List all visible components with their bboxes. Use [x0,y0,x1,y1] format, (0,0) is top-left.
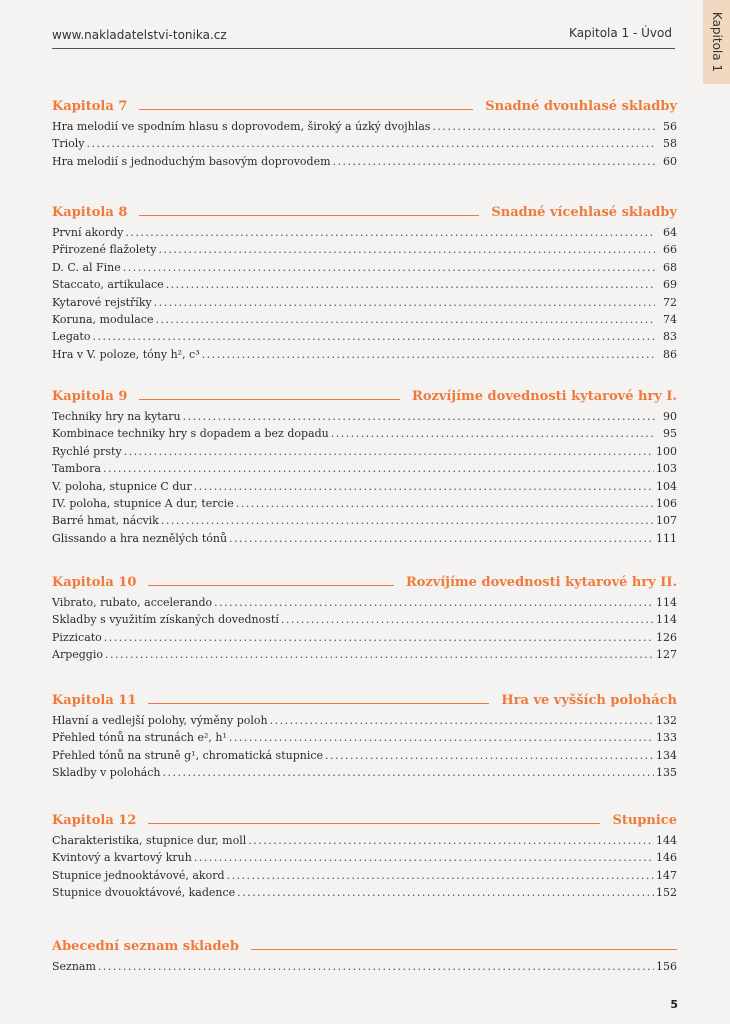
entry-title: Charakteristika, stupnice dur, moll [52,834,247,847]
dot-leader [229,530,654,547]
dot-leader [432,118,655,135]
chapter-section [52,570,677,664]
chapter-section [52,384,677,547]
dot-leader [86,135,655,152]
header-rule [52,48,675,49]
dot-leader [98,958,654,975]
entry-title: Pizzicato [52,630,102,644]
chapter-label: Kapitola 12 [52,813,137,828]
dot-leader [105,646,654,663]
chapter-section [52,200,677,363]
toc-entry [52,594,677,611]
chapter-label: Kapitola 8 [52,205,128,220]
toc-entry [52,729,677,746]
toc-entry [52,443,677,460]
chapter-heading [52,808,677,828]
entry-page-number: 95 [663,427,677,441]
chapter-title: Snadné dvouhlasé skladby [485,99,677,114]
entry-title: IV. poloha, stupnice A dur, tercie [52,496,234,510]
dot-leader [103,460,654,477]
toc-entry [52,408,677,425]
chapter-section [52,688,677,782]
chapter-label: Kapitola 7 [52,99,128,114]
toc-entry [52,611,677,628]
entry-page-number: 60 [663,154,677,168]
entry-page-number: 104 [656,479,677,493]
chapter-label: Kapitola 9 [52,389,128,404]
toc-entry [52,832,677,849]
entry-page-number: 74 [663,312,677,326]
entry-title: Skladby v polohách [52,766,161,780]
chapter-rule [139,399,400,400]
toc-entry [52,311,677,328]
entry-page-number: 133 [656,731,677,745]
toc-entry [52,328,677,345]
entry-page-number: 56 [663,120,677,133]
toc-entry [52,764,677,781]
toc-entry [52,294,677,311]
dot-leader [162,764,654,781]
chapter-rule [251,949,677,950]
entry-title: Hra melodií s jednoduchým basovým doprovodem [52,154,331,168]
entry-title: Skladby s využitím získaných dovedností [52,613,279,627]
dot-leader [161,512,654,529]
dot-leader [248,832,654,849]
toc-entry [52,849,677,866]
toc-entry [52,118,677,135]
chapter-title: Snadné vícehlasé skladby [491,205,677,220]
dot-leader [124,443,654,460]
dot-leader [104,629,654,646]
entry-page-number: 152 [656,886,677,900]
entry-title: Tambora [52,462,101,476]
dot-leader [229,729,654,746]
entry-title: Kvintový a kvartový kruh [52,851,192,865]
side-tab-label: Kapitola 1 [709,11,724,73]
entry-title: Staccato, artikulace [52,278,164,292]
entry-title: Přehled tónů na strunách e², h¹ [52,731,227,745]
dot-leader [236,495,654,512]
entry-title: Přirozené flažolety [52,243,157,257]
entry-page-number: 86 [663,347,677,361]
entry-title: Arpeggio [52,648,103,662]
entry-title: Stupnice jednooktávové, akord [52,868,225,882]
entry-title: Seznam [52,960,96,973]
entry-page-number: 106 [656,496,677,510]
entry-page-number: 68 [663,260,677,274]
chapter-section [52,808,677,902]
dot-leader [325,747,654,764]
entry-page-number: 66 [663,243,677,257]
toc-entry [52,346,677,363]
entry-page-number: 147 [656,868,677,882]
chapter-title: Rozvíjíme dovednosti kytarové hry I. [412,389,677,404]
dot-leader [183,408,655,425]
toc-entry [52,241,677,258]
dot-leader [194,849,654,866]
chapter-heading [52,934,677,954]
dot-leader [202,346,655,363]
entry-page-number: 144 [656,834,677,847]
entry-page-number: 90 [663,410,677,423]
entry-page-number: 72 [663,295,677,309]
toc-entry [52,153,677,170]
entry-page-number: 100 [656,444,677,458]
entry-page-number: 69 [663,278,677,292]
chapter-rule [148,703,489,704]
dot-leader [227,867,655,884]
chapter-title: Stupnice [612,813,677,828]
entry-page-number: 156 [656,960,677,973]
entry-page-number: 126 [656,630,677,644]
entry-page-number: 107 [656,514,677,528]
toc-entry [52,512,677,529]
toc-entry [52,646,677,663]
entry-page-number: 111 [656,531,677,545]
dot-leader [123,259,655,276]
dot-leader [270,712,654,729]
entry-page-number: 127 [656,648,677,662]
chapter-heading [52,94,677,114]
toc-entry [52,224,677,241]
entry-title: Techniky hry na kytaru [52,410,181,423]
entry-title: Trioly [52,137,85,151]
entry-page-number: 114 [656,613,677,627]
dot-leader [333,153,655,170]
chapter-side-tab [703,0,730,84]
entry-title: Přehled tónů na struně g¹, chromatická stupnice [52,748,324,762]
entry-page-number: 114 [656,596,677,609]
chapter-rule [139,109,473,110]
entry-title: Koruna, modulace [52,312,154,326]
chapter-heading [52,570,677,590]
entry-page-number: 134 [656,748,677,762]
page-number: 5 [670,998,678,1011]
toc-entry [52,958,677,975]
chapter-label: Kapitola 10 [52,575,137,590]
toc-entry [52,867,677,884]
entry-title: Hlavní a vedlejší polohy, výměny poloh [52,714,268,727]
toc-entry [52,629,677,646]
toc-entry [52,425,677,442]
entry-page-number: 146 [656,851,677,865]
toc-entry [52,712,677,729]
entry-page-number: 83 [663,330,677,344]
chapter-heading [52,200,677,220]
entry-page-number: 135 [656,766,677,780]
entry-title: Stupnice dvouoktávové, kadence [52,886,236,900]
entry-title: Rychlé prsty [52,444,122,458]
entry-title: Hra melodií ve spodním hlasu s doprovodem, široký a úzký dvojhlas [52,120,431,133]
toc-entry [52,530,677,547]
toc-entry [52,884,677,901]
entry-page-number: 64 [663,226,677,239]
dot-leader [155,311,655,328]
chapter-title: Rozvíjíme dovednosti kytarové hry II. [405,575,677,590]
entry-title: Legato [52,330,91,344]
dot-leader [154,294,655,311]
dot-leader [237,884,654,901]
toc-entry [52,460,677,477]
toc-entry [52,478,677,495]
chapter-rule [148,585,394,586]
chapter-label: Kapitola 11 [52,693,137,708]
toc-entry [52,259,677,276]
dot-leader [92,328,655,345]
entry-title: D. C. al Fine [52,260,121,274]
dot-leader [214,594,654,611]
site-url: www.nakladatelstvi-tonika.cz [52,28,227,42]
chapter-heading [52,688,677,708]
chapter-rule [139,215,479,216]
entry-title: Glissando a hra neznělých tónů [52,531,228,545]
dot-leader [331,425,655,442]
entry-title: V. poloha, stupnice C dur [52,479,192,493]
entry-title: První akordy [52,226,124,239]
dot-leader [158,241,655,258]
entry-title: Hra v V. poloze, tóny h², c³ [52,347,200,361]
chapter-label: Abecední seznam skladeb [52,939,239,954]
toc-entry [52,747,677,764]
dot-leader [281,611,654,628]
entry-title: Vibrato, rubato, accelerando [52,596,213,609]
entry-page-number: 58 [663,137,677,151]
toc-entry [52,495,677,512]
entry-title: Kytarové rejstříky [52,295,152,309]
entry-page-number: 132 [656,714,677,727]
chapter-rule [148,823,600,824]
running-head: Kapitola 1 - Úvod [569,26,672,40]
entry-page-number: 103 [656,462,677,476]
chapter-section [52,934,677,975]
dot-leader [125,224,655,241]
entry-title: Kombinace techniky hry s dopadem a bez dopadu [52,427,329,441]
chapter-title: Hra ve vyšších polohách [501,693,677,708]
chapter-section [52,94,677,170]
chapter-heading [52,384,677,404]
dot-leader [194,478,654,495]
toc-entry [52,135,677,152]
entry-title: Barré hmat, nácvik [52,514,159,528]
toc-entry [52,276,677,293]
dot-leader [166,276,655,293]
